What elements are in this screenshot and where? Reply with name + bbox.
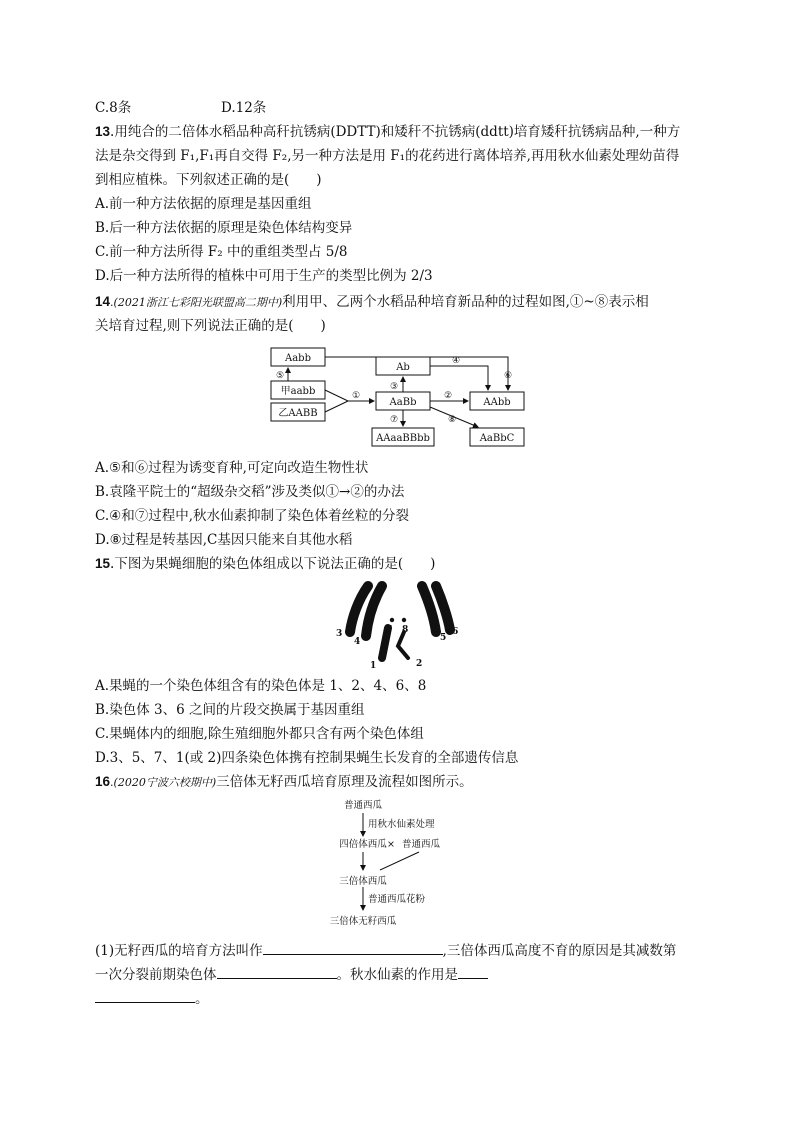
- label-3: 3: [336, 629, 343, 639]
- q15-number: 15: [95, 556, 111, 571]
- q16-stem: 三倍体无籽西瓜培育原理及流程如图所示。: [216, 774, 473, 790]
- q13-stem3: 到相应植株。下列叙述正确的是( ): [95, 172, 322, 188]
- flow-treat-1: 用秋水仙素处理: [368, 819, 435, 830]
- flow-step-2a: 四倍体西瓜: [339, 839, 387, 850]
- q16-p2a: 一次分裂前期染色体: [95, 967, 217, 983]
- label-AAaaBBbb: AAaaBBbb: [376, 433, 430, 444]
- label-AaBb: AaBb: [389, 397, 417, 408]
- chromosome-8-dot: [402, 618, 406, 622]
- step-8: ⑧: [448, 415, 457, 425]
- label-8: 8: [402, 625, 409, 635]
- q14-stem-line1: [95, 292, 649, 313]
- q16-part1-line3: [95, 988, 209, 1009]
- label-2: 2: [416, 659, 423, 669]
- label-1: 1: [370, 661, 377, 671]
- label-Ab: Ab: [396, 362, 410, 373]
- q13-number: 13: [95, 124, 111, 139]
- step-7: ⑦: [390, 415, 399, 425]
- q12-option-d: D.12条: [221, 100, 267, 116]
- flow-step-3: 三倍体西瓜: [339, 876, 387, 887]
- label-7: 7: [386, 625, 393, 635]
- q13-option-a: A.前一种方法依据的原理是基因重组: [95, 196, 312, 212]
- q14-number: 14: [95, 294, 111, 309]
- label-AAbb: AAbb: [483, 397, 511, 408]
- q13-stem-line1: [95, 122, 680, 142]
- q14-source: .(2021浙江七彩阳光联盟高二期中): [110, 296, 283, 309]
- q15-option-c: C.果蝇体内的细胞,除生殖细胞外都只含有两个染色体组: [95, 726, 424, 742]
- q13-option-c: C.前一种方法所得 F₂ 中的重组类型占 5/8: [95, 244, 348, 260]
- q15-stem-line: [95, 554, 435, 574]
- q12-options: [95, 98, 267, 118]
- step-2: ②: [444, 391, 453, 401]
- flow-step-4: 三倍体无籽西瓜: [329, 916, 397, 927]
- q16-p1a: (1)无籽西瓜的培育方法叫作: [95, 943, 263, 959]
- step-5: ⑤: [276, 371, 285, 381]
- q13-stem2: 法是杂交得到 F₁,F₁再自交得 F₂,另一种方法是用 F₁的花药进行离体培养,再用秋水仙素处理幼苗得: [95, 148, 680, 164]
- step-4: ④: [452, 356, 461, 366]
- flow-step-1: 普通西瓜: [343, 800, 383, 811]
- q16-flowchart: [320, 796, 470, 934]
- step-6: ⑥: [504, 371, 513, 381]
- label-4: 4: [354, 637, 361, 647]
- q13-option-b: B.后一种方法依据的原理是染色体结构变异: [95, 220, 353, 236]
- label-6: 6: [452, 627, 459, 637]
- chromosome-2: [398, 632, 408, 658]
- label-jia: 甲aabb: [280, 386, 316, 397]
- label-aabb-top: Aabb: [285, 353, 311, 364]
- q14-option-a: A.⑤和⑥过程为诱变育种,可定向改造生物性状: [95, 460, 369, 476]
- q16-part1-line1: [95, 940, 676, 961]
- q14-option-d: D.⑧过程是转基因,C基因只能来自其他水稻: [95, 532, 353, 548]
- q16-blank-2[interactable]: [217, 964, 337, 979]
- q15-option-d: D.3、5、7、1(或 2)四条染色体携有控制果蝇生长发育的全部遗传信息: [95, 750, 519, 766]
- q14-breeding-diagram: [268, 345, 528, 450]
- flow-cross: ×: [387, 839, 395, 850]
- q16-blank-3a[interactable]: [458, 964, 488, 979]
- q16-p3: 。: [195, 991, 209, 1007]
- flow-treat-2: 普通西瓜花粉: [368, 894, 426, 905]
- q16-stem-line: [95, 772, 473, 793]
- q14-stem2: 关培育过程,则下列说法正确的是( ): [95, 318, 326, 334]
- q16-blank-3b[interactable]: [95, 988, 195, 1003]
- q15-option-b: B.染色体 3、6 之间的片段交换属于基因重组: [95, 702, 365, 718]
- q16-number: 16: [95, 774, 111, 789]
- q16-source: .(2020宁波六校期中): [110, 776, 217, 789]
- q14-option-c: C.④和⑦过程中,秋水仙素抑制了染色体着丝粒的分裂: [95, 508, 410, 524]
- q16-blank-1[interactable]: [263, 940, 443, 955]
- q15-chromosome-figure: [330, 580, 470, 672]
- q14-option-b: B.袁隆平院士的“超级杂交稻”涉及类似①→②的办法: [95, 484, 405, 500]
- flow-step-2b: 普通西瓜: [401, 839, 441, 850]
- label-yi: 乙AABB: [278, 408, 318, 419]
- q16-p1b: ,三倍体西瓜高度不育的原因是其减数第: [442, 943, 677, 959]
- q14-stem1: 利用甲、乙两个水稻品种培育新品种的过程如图,①~⑧表示相: [282, 294, 649, 310]
- q16-p2b: 。秋水仙素的作用是: [336, 967, 458, 983]
- label-5: 5: [440, 633, 447, 643]
- q13-stem1: .用纯合的二倍体水稻品种高秆抗锈病(DDTT)和矮秆不抗锈病(ddtt)培育矮秆抗锈病品种,一种方: [110, 124, 681, 140]
- step-3: ③: [390, 382, 399, 392]
- label-AaBbC: AaBbC: [479, 433, 515, 444]
- q15-stem: .下图为果蝇细胞的染色体组成以下说法正确的是( ): [110, 556, 436, 572]
- step-1: ①: [352, 391, 361, 401]
- q13-option-d: D.后一种方法所得的植株中可用于生产的类型比例为 2/3: [95, 268, 433, 284]
- q15-option-a: A.果蝇的一个染色体组含有的染色体是 1、2、4、6、8: [95, 678, 427, 694]
- q12-option-c: C.8条: [95, 100, 132, 116]
- chromosome-7-dot: [390, 618, 394, 622]
- q16-part1-line2: [95, 964, 488, 985]
